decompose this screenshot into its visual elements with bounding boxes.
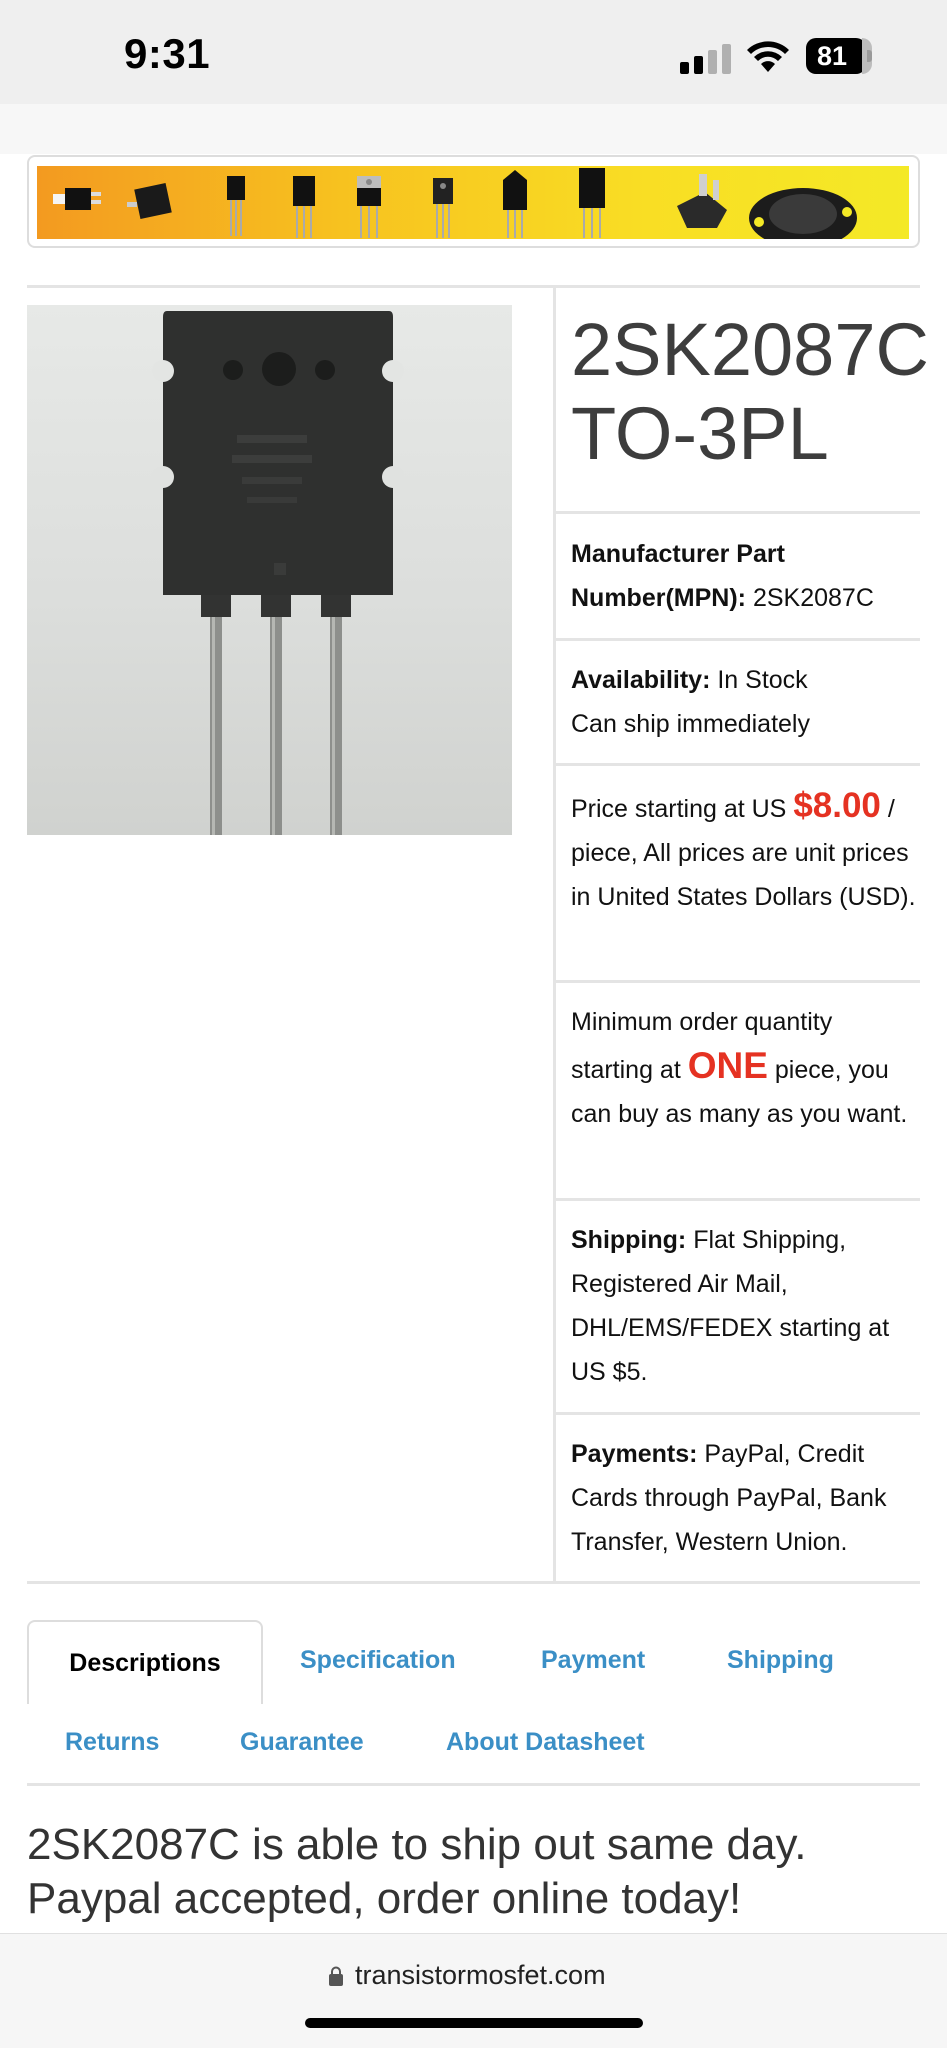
price-row bbox=[571, 784, 921, 919]
availability-note: Can ship immediately bbox=[571, 710, 810, 738]
row-divider bbox=[556, 763, 920, 766]
tab-about-datasheet[interactable]: About Datasheet bbox=[446, 1728, 645, 1756]
tabs-divider bbox=[27, 1783, 920, 1786]
wifi-icon bbox=[744, 38, 792, 74]
tab-payment[interactable]: Payment bbox=[541, 1646, 646, 1674]
product-photo[interactable] bbox=[27, 305, 512, 835]
mpn-row bbox=[571, 532, 921, 620]
battery-icon bbox=[806, 38, 872, 74]
product-title-part: 2SK2087C bbox=[571, 308, 929, 391]
price-prefix: Price starting at US bbox=[571, 795, 787, 823]
row-divider bbox=[556, 1198, 920, 1201]
mpn-label: Manufacturer Part Number(MPN): bbox=[571, 540, 785, 612]
moq-suffix: piece, you can buy as many as you want. bbox=[571, 1056, 908, 1128]
price-suffix: / piece, All prices are unit prices in United States Dollars (USD). bbox=[571, 795, 916, 911]
product-title-package: TO-3PL bbox=[571, 392, 829, 475]
section-divider bbox=[27, 1581, 920, 1584]
tab-guarantee[interactable]: Guarantee bbox=[240, 1728, 364, 1756]
section-divider bbox=[27, 285, 920, 288]
to-3pl-transistor-icon bbox=[27, 305, 512, 835]
payments-label: Payments: bbox=[571, 1440, 698, 1468]
description-headline: 2SK2087C is able to ship out same day. Paypal accepted, order online today! bbox=[27, 1820, 807, 1923]
status-time: 9:31 bbox=[124, 30, 211, 77]
home-indicator[interactable] bbox=[305, 2018, 643, 2028]
top-strip bbox=[0, 104, 947, 154]
tab-descriptions[interactable]: Descriptions bbox=[27, 1620, 263, 1704]
tab-returns[interactable]: Returns bbox=[65, 1728, 160, 1756]
tab-shipping[interactable]: Shipping bbox=[727, 1646, 834, 1674]
moq-row bbox=[571, 1000, 921, 1136]
payments-value: PayPal, Credit Cards through PayPal, Bank Transfer, Western Union. bbox=[571, 1440, 887, 1556]
availability-row bbox=[571, 658, 921, 746]
url-text[interactable]: transistormosfet.com bbox=[355, 1960, 606, 1990]
column-divider bbox=[553, 288, 556, 1581]
row-divider bbox=[556, 980, 920, 983]
transistor-packages-icon bbox=[37, 166, 909, 239]
status-bar bbox=[0, 0, 947, 104]
mpn-value: 2SK2087C bbox=[752, 584, 874, 612]
lock-icon bbox=[329, 1966, 343, 1986]
battery-level: 81 bbox=[816, 41, 848, 71]
shipping-value: Flat Shipping, Registered Air Mail, DHL/EMS/FEDEX starting at US $5. bbox=[571, 1226, 890, 1386]
banner-image[interactable] bbox=[37, 166, 909, 239]
shipping-label: Shipping: bbox=[571, 1226, 687, 1254]
availability-value: In Stock bbox=[717, 666, 808, 694]
tab-specification[interactable]: Specification bbox=[300, 1646, 456, 1674]
shipping-row bbox=[571, 1218, 921, 1394]
row-divider bbox=[556, 638, 920, 641]
moq-value: ONE bbox=[687, 1045, 768, 1086]
moq-prefix: Minimum order quantity starting at bbox=[571, 1008, 833, 1084]
row-divider bbox=[556, 511, 920, 514]
row-divider bbox=[556, 1412, 920, 1415]
price-value: $8.00 bbox=[793, 786, 881, 825]
payments-row bbox=[571, 1432, 921, 1564]
product-title bbox=[571, 308, 947, 476]
cellular-signal-icon bbox=[680, 44, 732, 74]
availability-label: Availability: bbox=[571, 666, 711, 694]
